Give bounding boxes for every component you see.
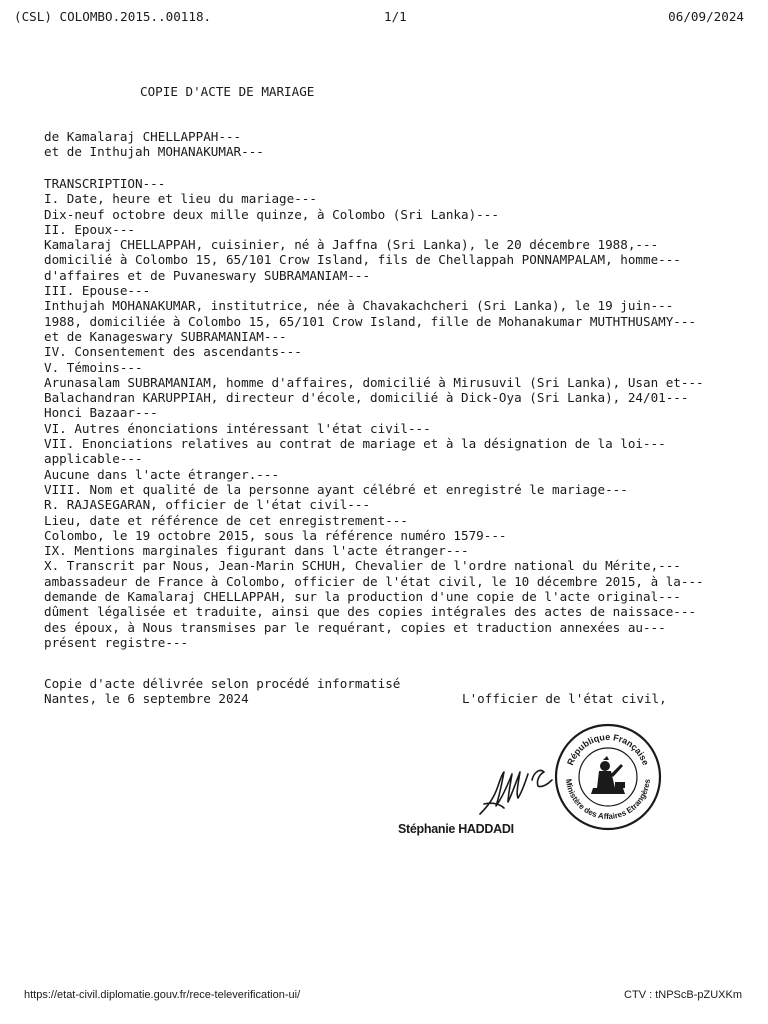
officer-title: L'officier de l'état civil, (462, 691, 667, 706)
transcription-line: ambassadeur de France à Colombo, officier de l'état civil, le 10 décembre 2015, à la--- (44, 573, 704, 589)
transcription-line: TRANSCRIPTION--- (44, 176, 166, 191)
header-date: 06/09/2024 (668, 9, 744, 24)
handwritten-signature (474, 758, 560, 820)
transcription-line: Dix-neuf octobre deux mille quinze, à Colombo (Sri Lanka)--- (44, 206, 499, 222)
delivery-statement (44, 676, 400, 707)
transcription-line: II. Epoux--- (44, 221, 135, 237)
seal-bottom-text: Ministère des Affaires Etrangères (563, 778, 652, 822)
header-page-number: 1/1 (384, 9, 407, 24)
transcription-body (44, 176, 704, 650)
ctv-code: CTV : tNPScB-pZUXKm (624, 989, 742, 1001)
seal-top-text: République Française (565, 731, 651, 767)
delivery-line: Copie d'acte délivrée selon procédé informatisé (44, 676, 401, 691)
parties-block (44, 129, 264, 160)
transcription-line: Kamalaraj CHELLAPPAH, cuisinier, né à Jaffna (Sri Lanka), le 20 décembre 1988,--- (44, 237, 659, 253)
transcription-line: et de Kanageswary SUBRAMANIAM--- (44, 328, 287, 344)
republique-francaise-seal (553, 722, 663, 832)
transcription-line: dûment légalisée et traduite, ainsi que des copies intégrales des actes de naissace--- (44, 604, 697, 620)
transcription-line: X. Transcrit par Nous, Jean-Marin SCHUH, Chevalier de l'ordre national du Mérite,--- (44, 558, 681, 574)
document-title: COPIE D'ACTE DE MARIAGE (140, 84, 315, 99)
transcription-line: Inthujah MOHANAKUMAR, institutrice, née à Chavakachcheri (Sri Lanka), le 19 juin--- (44, 298, 674, 314)
transcription-line: Lieu, date et référence de cet enregistrement--- (44, 512, 408, 528)
transcription-line: Honci Bazaar--- (44, 405, 158, 421)
marianne-emblem-icon (591, 756, 625, 794)
header-reference: (CSL) COLOMBO.2015..00118. (14, 9, 212, 24)
party-line: de Kamalaraj CHELLAPPAH--- (44, 129, 242, 144)
transcription-line: IV. Consentement des ascendants--- (44, 344, 302, 360)
transcription-line: VII. Enonciations relatives au contrat de mariage et à la désignation de la loi--- (44, 436, 666, 452)
delivery-line: Nantes, le 6 septembre 2024 (44, 691, 249, 707)
transcription-line: VIII. Nom et qualité de la personne ayant célébré et enregistré le mariage--- (44, 481, 628, 497)
party-line: et de Inthujah MOHANAKUMAR--- (44, 144, 264, 160)
transcription-line: Balachandran KARUPPIAH, directeur d'école, domicilié à Dick-Oya (Sri Lanka), 24/01--- (44, 390, 689, 406)
transcription-line: Aucune dans l'acte étranger.--- (44, 466, 280, 482)
transcription-line: IX. Mentions marginales figurant dans l'acte étranger--- (44, 543, 469, 559)
transcription-line: Arunasalam SUBRAMANIAM, homme d'affaires, domicilié à Mirusuvil (Sri Lanka), Usan et--- (44, 374, 704, 390)
transcription-line: Colombo, le 19 octobre 2015, sous la référence numéro 1579--- (44, 527, 507, 543)
transcription-line: V. Témoins--- (44, 359, 143, 375)
transcription-line: demande de Kamalaraj CHELLAPPAH, sur la production d'une copie de l'acte original--- (44, 589, 681, 605)
transcription-line: R. RAJASEGARAN, officier de l'état civil--- (44, 497, 371, 513)
transcription-line: I. Date, heure et lieu du mariage--- (44, 191, 317, 207)
transcription-line: présent registre--- (44, 634, 189, 650)
signer-name: Stéphanie HADDADI (398, 822, 514, 836)
svg-text:République Française (565, 732, 651, 767)
transcription-line: applicable--- (44, 451, 143, 467)
transcription-line: d'affaires et de Puvaneswary SUBRAMANIAM--- (44, 267, 371, 283)
transcription-line: des époux, à Nous transmises par le requérant, copies et traduction annexées au--- (44, 619, 666, 635)
transcription-line: 1988, domiciliée à Colombo 15, 65/101 Crow Island, fille de Mohanakumar MUTHTHUSAMY--- (44, 313, 697, 329)
transcription-line: VI. Autres énonciations intéressant l'état civil--- (44, 420, 431, 436)
transcription-line: III. Epouse--- (44, 283, 151, 299)
verification-url: https://etat-civil.diplomatie.gouv.fr/rece-televerification-ui/ (24, 989, 301, 1001)
transcription-line: domicilié à Colombo 15, 65/101 Crow Island, fils de Chellappah PONNAMPALAM, homme--- (44, 252, 681, 268)
